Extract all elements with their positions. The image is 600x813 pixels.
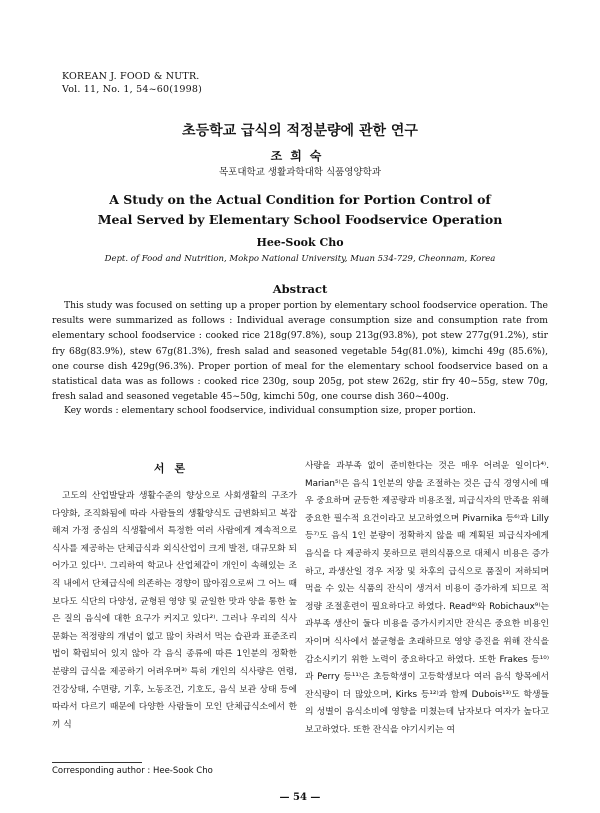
journal-header <box>62 70 202 96</box>
page-number: — 54 — <box>279 792 321 803</box>
keywords: Key words : elementary school foodservice, individual consumption size, proper portion. <box>64 405 476 416</box>
author-english: Hee-Sook Cho <box>256 236 344 249</box>
author-korean: 조희숙 <box>270 149 330 163</box>
corresponding-author-footnote: Corresponding author : Hee-Sook Cho <box>52 766 213 776</box>
title-english-line1: A Study on the Actual Condition for Portion Control of <box>109 192 491 207</box>
affiliation-english: Dept. of Food and Nutrition, Mokpo National University, Muan 534-729, Cheonnam, Korea <box>104 254 496 264</box>
title-english <box>0 190 600 230</box>
body-right-column: 사량을 과부족 없이 준비한다는 것은 매우 어려운 일이다⁴⁾. Marian⁵⁾은 음식 1인분의 양을 조절하는 것은 급식 경영시에 매우 중요하며 균등한 제공량과 비용조절, 피급식자의 만족을 위해 중요한 필수적 요건이라고 보고하였으며 Pivarnika 등⁶⁾과 Lilly 등⁷⁾도 음식 1인 분량이 정확하지 않을 때 계획된 피급식자에게 음식을 다 제공하지 못하므로 편의식품으로 대체시 비용은 증가하고, 과생산일 경우 저장 및 차후의 급식으로 품질이 저하되며 먹을 수 있는 식품의 잔식이 생겨서 비용이 증가하게 되므로 적정량 조절훈련이 필요하다고 하였다. Read⁸⁾와 Robichaux⁹⁾는 과부족 생산이 둘다 비용을 증가시키지만 잔식은 중요한 비용인자이며 식사에서 불균형을 초래하므로 영양 증진을 위해 잔식을 감소시키기 위한 노력이 중요하다고 하였다. 또한 Frakes 등¹⁰⁾과 Perry 등¹¹⁾은 초등학생이 고등학생보다 여러 음식 항목에서 잔식량이 더 많았으며, Kirks 등¹²⁾과 함께 Dubois¹³⁾도 학생들의 성별이 음식소비에 영향을 미쳤는데 남자보다 여자가 높다고 보고하였다. 또한 잔식을 야기시키는 여 <box>305 461 549 735</box>
journal-volume: Vol. 11, No. 1, 54~60(1998) <box>62 84 203 95</box>
section-heading: 서론 <box>153 462 196 475</box>
title-korean: 초등학교 급식의 적정분량에 관한 연구 <box>182 123 418 139</box>
footnote-divider <box>52 762 142 763</box>
abstract-heading: Abstract <box>272 282 328 296</box>
affiliation-korean: 목포대학교 생활과학대학 식품영양학과 <box>218 167 382 178</box>
abstract-text: This study was focused on setting up a proper portion by elementary school foodservice operation. The results were summarized as follows : Individual average consumption size and consumption rate from elementary school foodservice : cooked rice 218g(97.8%), soup 213g(93.8%), pot stew 277g(91.2%), stir fry 68g(83.9%), stew 67g(81.3%), fresh salad and seasoned vegetable 54g(81.0%), kimchi 49g (85.6%), one course dish 429g(96.3%). Proper portion of meal for the elementary school foodservice based on a statistical data was as follows : cooked rice 230g, soup 205g, pot stew 262g, stir fry 40~55g, stew 70g, fresh salad and seasoned vegetable 45~50g, kimchi 50g, one course dish 360~400g. <box>52 300 548 403</box>
journal-name: KOREAN J. FOOD & NUTR. <box>62 71 200 82</box>
title-english-line2: Meal Served by Elementary School Foodservice Operation <box>97 212 503 227</box>
body-left-column: 고도의 산업발달과 생활수준의 향상으로 사회생활의 구조가 다양화, 조직화됨에 따라 사람들의 생활양식도 급변화되고 복잡해져 가정 중심의 식생활에서 특정한 여러 사람에게 계속적으로 식사를 제공하는 단체급식과 외식산업이 크게 발전, 대규모화 되어가고 있다¹⁾. 그리하여 학교나 산업체같이 개인이 속해있는 조직 내에서 단체급식에 의존하는 경향이 많아짐으로써 그 어느 때보다도 식단의 다양성, 균형된 영양 및 균일한 맛과 양을 통한 높은 질의 음식에 대한 요구가 커지고 있다²⁾. 그러나 우리의 식사 문화는 적정량의 개념이 없고 많이 차려서 먹는 습관과 표준조리법이 확립되어 있지 않아 각 음식 종류에 따른 1인분의 정확한 분량의 급식을 제공하기 어려우며³⁾ 특히 개인의 식사량은 연령, 건강상태, 수면량, 기후, 노동조건, 기호도, 음식 보관 상태 등에 따라서 다르기 때문에 다양한 사람들이 모인 단체급식소에서 한끼 식 <box>52 491 297 730</box>
